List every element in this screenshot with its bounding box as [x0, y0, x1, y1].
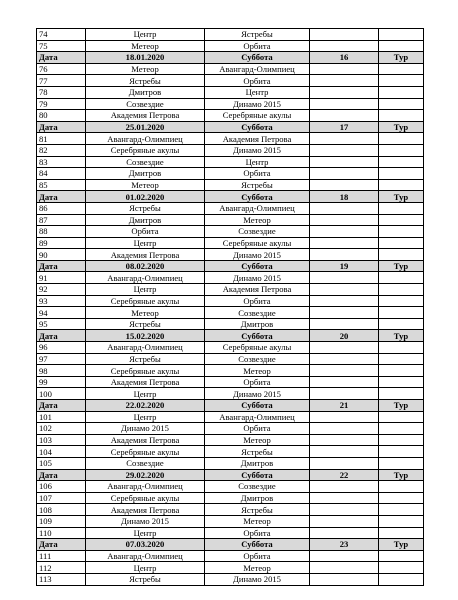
match-number-cell: 83 — [37, 156, 86, 168]
empty-cell — [310, 318, 379, 330]
match-number-cell: 111 — [37, 550, 86, 562]
tour-label-cell: Тур — [379, 191, 424, 203]
away-team-cell: Динамо 2015 — [205, 144, 310, 156]
empty-cell — [379, 492, 424, 504]
empty-cell — [379, 481, 424, 493]
round-number-cell: 20 — [310, 330, 379, 342]
home-team-cell: Динамо 2015 — [86, 515, 205, 527]
match-row — [37, 237, 424, 249]
home-team-cell: Авангард-Олимпиец — [86, 481, 205, 493]
away-team-cell: Метеор — [205, 365, 310, 377]
empty-cell — [379, 237, 424, 249]
empty-cell — [310, 457, 379, 469]
away-team-cell: Динамо 2015 — [205, 272, 310, 284]
empty-cell — [379, 376, 424, 388]
home-team-cell: Серебряные акулы — [86, 446, 205, 458]
match-number-cell: 88 — [37, 226, 86, 238]
match-row — [37, 492, 424, 504]
date-label-cell: Дата — [37, 400, 86, 412]
away-team-cell: Орбита — [205, 168, 310, 180]
away-team-cell: Орбита — [205, 550, 310, 562]
match-row — [37, 446, 424, 458]
tour-label-cell: Тур — [379, 400, 424, 412]
empty-cell — [310, 29, 379, 41]
away-team-cell: Метеор — [205, 515, 310, 527]
match-number-cell: 78 — [37, 86, 86, 98]
match-row — [37, 226, 424, 238]
match-row — [37, 457, 424, 469]
match-number-cell: 113 — [37, 573, 86, 585]
empty-cell — [379, 307, 424, 319]
empty-cell — [310, 86, 379, 98]
home-team-cell: Авангард-Олимпиец — [86, 342, 205, 354]
date-label-cell: Дата — [37, 539, 86, 551]
empty-cell — [379, 562, 424, 574]
empty-cell — [379, 504, 424, 516]
empty-cell — [379, 29, 424, 41]
match-number-cell: 100 — [37, 388, 86, 400]
away-team-cell: Созвездие — [205, 353, 310, 365]
match-row — [37, 376, 424, 388]
match-number-cell: 101 — [37, 411, 86, 423]
round-number-cell: 17 — [310, 121, 379, 133]
match-number-cell: 109 — [37, 515, 86, 527]
match-date-cell: 25.01.2020 — [86, 121, 205, 133]
date-label-cell: Дата — [37, 260, 86, 272]
match-row — [37, 550, 424, 562]
tour-label-cell: Тур — [379, 121, 424, 133]
match-number-cell: 86 — [37, 202, 86, 214]
away-team-cell: Орбита — [205, 376, 310, 388]
empty-cell — [310, 249, 379, 261]
match-row — [37, 284, 424, 296]
date-label-cell: Дата — [37, 121, 86, 133]
away-team-cell: Созвездие — [205, 226, 310, 238]
match-number-cell: 103 — [37, 434, 86, 446]
home-team-cell: Орбита — [86, 226, 205, 238]
away-team-cell: Орбита — [205, 423, 310, 435]
tour-label-cell: Тур — [379, 260, 424, 272]
match-number-cell: 94 — [37, 307, 86, 319]
match-number-cell: 98 — [37, 365, 86, 377]
match-row — [37, 202, 424, 214]
empty-cell — [379, 214, 424, 226]
match-number-cell: 97 — [37, 353, 86, 365]
home-team-cell: Академия Петрова — [86, 504, 205, 516]
round-number-cell: 22 — [310, 469, 379, 481]
away-team-cell: Ястребы — [205, 29, 310, 41]
match-row — [37, 133, 424, 145]
empty-cell — [310, 202, 379, 214]
match-row — [37, 434, 424, 446]
round-number-cell: 18 — [310, 191, 379, 203]
empty-cell — [379, 446, 424, 458]
match-row — [37, 98, 424, 110]
home-team-cell: Ястребы — [86, 353, 205, 365]
home-team-cell: Серебряные акулы — [86, 144, 205, 156]
match-number-cell: 84 — [37, 168, 86, 180]
match-row — [37, 86, 424, 98]
away-team-cell: Центр — [205, 86, 310, 98]
empty-cell — [310, 168, 379, 180]
home-team-cell: Центр — [86, 284, 205, 296]
away-team-cell: Орбита — [205, 527, 310, 539]
match-row — [37, 75, 424, 87]
match-number-cell: 91 — [37, 272, 86, 284]
date-label-cell: Дата — [37, 191, 86, 203]
empty-cell — [310, 307, 379, 319]
empty-cell — [379, 527, 424, 539]
empty-cell — [310, 376, 379, 388]
date-header-row — [37, 539, 424, 551]
home-team-cell: Метеор — [86, 307, 205, 319]
empty-cell — [310, 573, 379, 585]
away-team-cell: Серебряные акулы — [205, 110, 310, 122]
away-team-cell: Центр — [205, 156, 310, 168]
date-header-row — [37, 191, 424, 203]
match-row — [37, 423, 424, 435]
empty-cell — [310, 492, 379, 504]
away-team-cell: Метеор — [205, 434, 310, 446]
empty-cell — [310, 411, 379, 423]
match-row — [37, 481, 424, 493]
home-team-cell: Академия Петрова — [86, 376, 205, 388]
round-number-cell: 21 — [310, 400, 379, 412]
home-team-cell: Центр — [86, 527, 205, 539]
empty-cell — [310, 63, 379, 75]
home-team-cell: Академия Петрова — [86, 110, 205, 122]
away-team-cell: Дмитров — [205, 318, 310, 330]
empty-cell — [310, 237, 379, 249]
empty-cell — [379, 318, 424, 330]
home-team-cell: Академия Петрова — [86, 434, 205, 446]
empty-cell — [379, 168, 424, 180]
home-team-cell: Серебряные акулы — [86, 365, 205, 377]
empty-cell — [379, 434, 424, 446]
match-row — [37, 214, 424, 226]
away-team-cell: Динамо 2015 — [205, 388, 310, 400]
empty-cell — [379, 295, 424, 307]
match-number-cell: 75 — [37, 40, 86, 52]
tour-label-cell: Тур — [379, 52, 424, 64]
away-team-cell: Ястребы — [205, 504, 310, 516]
home-team-cell: Ястребы — [86, 202, 205, 214]
empty-cell — [310, 272, 379, 284]
match-row — [37, 144, 424, 156]
match-row — [37, 342, 424, 354]
match-number-cell: 102 — [37, 423, 86, 435]
match-row — [37, 504, 424, 516]
date-header-row — [37, 121, 424, 133]
away-team-cell: Орбита — [205, 295, 310, 307]
match-number-cell: 92 — [37, 284, 86, 296]
empty-cell — [379, 457, 424, 469]
empty-cell — [310, 284, 379, 296]
match-number-cell: 76 — [37, 63, 86, 75]
match-row — [37, 527, 424, 539]
match-date-cell: 01.02.2020 — [86, 191, 205, 203]
match-date-cell: 08.02.2020 — [86, 260, 205, 272]
weekday-cell: Суббота — [205, 469, 310, 481]
match-number-cell: 99 — [37, 376, 86, 388]
match-number-cell: 96 — [37, 342, 86, 354]
weekday-cell: Суббота — [205, 52, 310, 64]
away-team-cell: Авангард-Олимпиец — [205, 202, 310, 214]
away-team-cell: Академия Петрова — [205, 133, 310, 145]
home-team-cell: Дмитров — [86, 168, 205, 180]
match-row — [37, 318, 424, 330]
home-team-cell: Центр — [86, 411, 205, 423]
home-team-cell: Центр — [86, 562, 205, 574]
match-row — [37, 156, 424, 168]
away-team-cell: Орбита — [205, 40, 310, 52]
away-team-cell: Ястребы — [205, 446, 310, 458]
match-row — [37, 63, 424, 75]
match-number-cell: 93 — [37, 295, 86, 307]
empty-cell — [310, 365, 379, 377]
away-team-cell: Созвездие — [205, 307, 310, 319]
empty-cell — [379, 249, 424, 261]
match-date-cell: 07.03.2020 — [86, 539, 205, 551]
empty-cell — [310, 156, 379, 168]
date-header-row — [37, 52, 424, 64]
home-team-cell: Созвездие — [86, 457, 205, 469]
match-row — [37, 388, 424, 400]
empty-cell — [379, 272, 424, 284]
weekday-cell: Суббота — [205, 400, 310, 412]
match-row — [37, 365, 424, 377]
home-team-cell: Метеор — [86, 179, 205, 191]
home-team-cell: Дмитров — [86, 86, 205, 98]
away-team-cell: Орбита — [205, 75, 310, 87]
empty-cell — [310, 550, 379, 562]
match-number-cell: 112 — [37, 562, 86, 574]
empty-cell — [310, 226, 379, 238]
match-number-cell: 95 — [37, 318, 86, 330]
tour-label-cell: Тур — [379, 330, 424, 342]
match-row — [37, 249, 424, 261]
away-team-cell: Метеор — [205, 562, 310, 574]
empty-cell — [379, 63, 424, 75]
match-row — [37, 573, 424, 585]
empty-cell — [379, 423, 424, 435]
round-number-cell: 19 — [310, 260, 379, 272]
empty-cell — [310, 423, 379, 435]
empty-cell — [310, 388, 379, 400]
empty-cell — [379, 75, 424, 87]
empty-cell — [379, 411, 424, 423]
away-team-cell: Серебряные акулы — [205, 237, 310, 249]
home-team-cell: Авангард-Олимпиец — [86, 133, 205, 145]
home-team-cell: Серебряные акулы — [86, 492, 205, 504]
round-number-cell: 16 — [310, 52, 379, 64]
empty-cell — [379, 515, 424, 527]
empty-cell — [310, 481, 379, 493]
empty-cell — [379, 388, 424, 400]
match-date-cell: 18.01.2020 — [86, 52, 205, 64]
away-team-cell: Динамо 2015 — [205, 249, 310, 261]
home-team-cell: Серебряные акулы — [86, 295, 205, 307]
tour-label-cell: Тур — [379, 469, 424, 481]
home-team-cell: Созвездие — [86, 156, 205, 168]
empty-cell — [379, 144, 424, 156]
match-row — [37, 562, 424, 574]
away-team-cell: Ястребы — [205, 179, 310, 191]
match-row — [37, 272, 424, 284]
tour-label-cell: Тур — [379, 539, 424, 551]
match-row — [37, 110, 424, 122]
weekday-cell: Суббота — [205, 191, 310, 203]
empty-cell — [310, 434, 379, 446]
empty-cell — [379, 284, 424, 296]
match-number-cell: 77 — [37, 75, 86, 87]
match-row — [37, 40, 424, 52]
weekday-cell: Суббота — [205, 260, 310, 272]
home-team-cell: Ястребы — [86, 573, 205, 585]
home-team-cell: Ястребы — [86, 75, 205, 87]
match-row — [37, 411, 424, 423]
away-team-cell: Авангард-Олимпиец — [205, 411, 310, 423]
empty-cell — [379, 133, 424, 145]
home-team-cell: Центр — [86, 29, 205, 41]
weekday-cell: Суббота — [205, 330, 310, 342]
match-number-cell: 106 — [37, 481, 86, 493]
weekday-cell: Суббота — [205, 121, 310, 133]
empty-cell — [310, 446, 379, 458]
away-team-cell: Академия Петрова — [205, 284, 310, 296]
empty-cell — [310, 110, 379, 122]
home-team-cell: Академия Петрова — [86, 249, 205, 261]
empty-cell — [379, 40, 424, 52]
match-number-cell: 108 — [37, 504, 86, 516]
empty-cell — [310, 98, 379, 110]
match-number-cell: 90 — [37, 249, 86, 261]
match-row — [37, 515, 424, 527]
away-team-cell: Метеор — [205, 214, 310, 226]
empty-cell — [310, 504, 379, 516]
match-row — [37, 179, 424, 191]
empty-cell — [379, 179, 424, 191]
match-number-cell: 87 — [37, 214, 86, 226]
empty-cell — [379, 98, 424, 110]
empty-cell — [379, 110, 424, 122]
empty-cell — [379, 342, 424, 354]
home-team-cell: Динамо 2015 — [86, 423, 205, 435]
empty-cell — [310, 562, 379, 574]
away-team-cell: Серебряные акулы — [205, 342, 310, 354]
schedule-body — [37, 29, 424, 586]
away-team-cell: Динамо 2015 — [205, 573, 310, 585]
away-team-cell: Созвездие — [205, 481, 310, 493]
empty-cell — [310, 527, 379, 539]
date-label-cell: Дата — [37, 330, 86, 342]
home-team-cell: Метеор — [86, 63, 205, 75]
empty-cell — [379, 226, 424, 238]
empty-cell — [379, 86, 424, 98]
empty-cell — [310, 342, 379, 354]
date-label-cell: Дата — [37, 469, 86, 481]
away-team-cell: Дмитров — [205, 492, 310, 504]
match-number-cell: 74 — [37, 29, 86, 41]
empty-cell — [310, 75, 379, 87]
date-header-row — [37, 330, 424, 342]
away-team-cell: Дмитров — [205, 457, 310, 469]
home-team-cell: Ястребы — [86, 318, 205, 330]
match-row — [37, 307, 424, 319]
empty-cell — [310, 295, 379, 307]
match-row — [37, 295, 424, 307]
date-header-row — [37, 260, 424, 272]
home-team-cell: Метеор — [86, 40, 205, 52]
empty-cell — [379, 202, 424, 214]
match-number-cell: 80 — [37, 110, 86, 122]
home-team-cell: Центр — [86, 237, 205, 249]
match-number-cell: 105 — [37, 457, 86, 469]
empty-cell — [310, 144, 379, 156]
date-header-row — [37, 469, 424, 481]
empty-cell — [310, 214, 379, 226]
match-number-cell: 104 — [37, 446, 86, 458]
empty-cell — [379, 550, 424, 562]
match-row — [37, 353, 424, 365]
away-team-cell: Динамо 2015 — [205, 98, 310, 110]
empty-cell — [379, 156, 424, 168]
match-row — [37, 168, 424, 180]
home-team-cell: Авангард-Олимпиец — [86, 550, 205, 562]
match-row — [37, 29, 424, 41]
date-label-cell: Дата — [37, 52, 86, 64]
match-number-cell: 79 — [37, 98, 86, 110]
away-team-cell: Авангард-Олимпиец — [205, 63, 310, 75]
home-team-cell: Созвездие — [86, 98, 205, 110]
round-number-cell: 23 — [310, 539, 379, 551]
match-number-cell: 81 — [37, 133, 86, 145]
date-header-row — [37, 400, 424, 412]
empty-cell — [310, 515, 379, 527]
weekday-cell: Суббота — [205, 539, 310, 551]
match-number-cell: 85 — [37, 179, 86, 191]
match-date-cell: 29.02.2020 — [86, 469, 205, 481]
empty-cell — [379, 573, 424, 585]
home-team-cell: Авангард-Олимпиец — [86, 272, 205, 284]
empty-cell — [310, 179, 379, 191]
empty-cell — [379, 365, 424, 377]
match-number-cell: 110 — [37, 527, 86, 539]
home-team-cell: Дмитров — [86, 214, 205, 226]
match-date-cell: 15.02.2020 — [86, 330, 205, 342]
empty-cell — [310, 40, 379, 52]
match-number-cell: 89 — [37, 237, 86, 249]
empty-cell — [379, 353, 424, 365]
match-number-cell: 107 — [37, 492, 86, 504]
match-date-cell: 22.02.2020 — [86, 400, 205, 412]
empty-cell — [310, 353, 379, 365]
home-team-cell: Центр — [86, 388, 205, 400]
match-number-cell: 82 — [37, 144, 86, 156]
schedule-table — [36, 28, 424, 586]
empty-cell — [310, 133, 379, 145]
